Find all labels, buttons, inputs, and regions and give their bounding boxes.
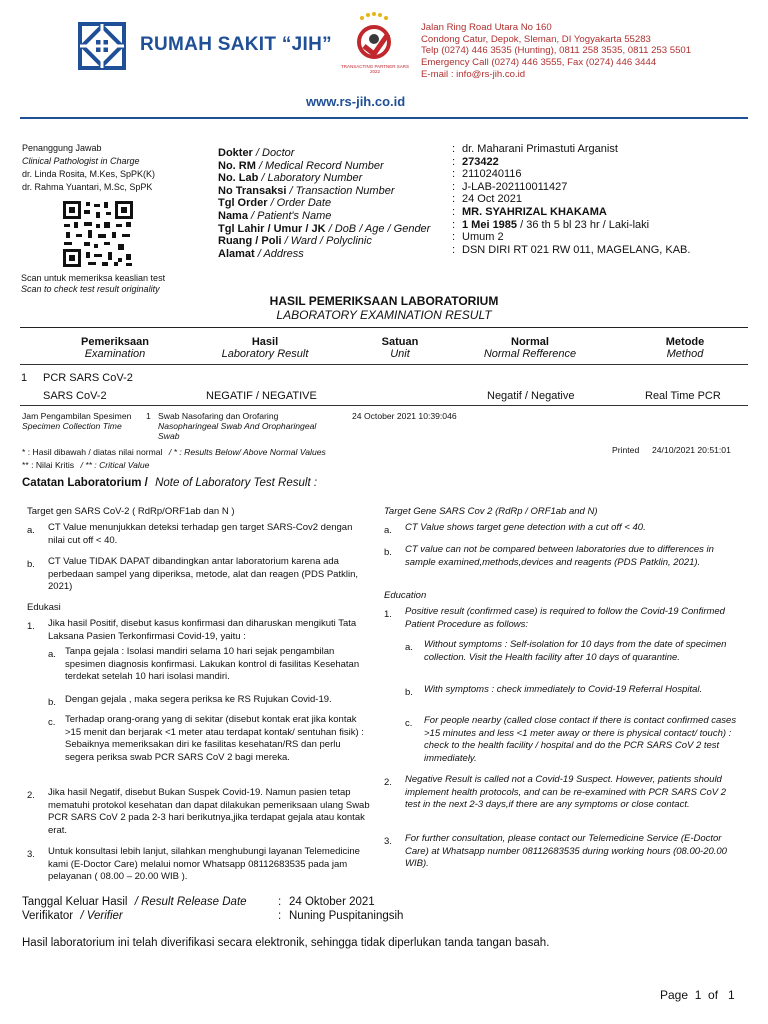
- dob-age-gender: / 36 th 5 bl 23 hr / Laki-laki: [517, 218, 650, 231]
- col-header-label: Metode: [665, 336, 705, 348]
- ward-label: Ruang / Poli: [218, 235, 282, 248]
- transaction-label-en: / Transaction Number: [286, 184, 395, 197]
- right-target: Target Gene SARS Cov 2 (RdRp / ORF1ab and N): [384, 506, 598, 517]
- website-link[interactable]: www.rs-jih.co.id: [306, 94, 406, 109]
- left-edu-3: Untuk konsultasi lebih lanjut, silahkan menghubungi layanan Telemedicine kami (E-Doctor Care) melalui nomor Whatsapp 08112683535 pada jam pelayanan ( 08.00 – 20.00 WIB ).: [48, 846, 360, 882]
- emergency-line: Emergency Call (0274) 446 3555, Fax (0274) 446 3444: [421, 57, 657, 69]
- right-edu-1: Positive result (confirmed case) is required to follow the Covid-19 Confirmed Patient Procedure as follows:: [405, 606, 725, 630]
- notes-title-id: Catatan Laboratorium /: [22, 477, 148, 489]
- address-value: DSN DIRI RT 021 RW 011, MAGELANG, KAB.: [462, 243, 691, 256]
- doctor-label-en: / Doctor: [252, 147, 295, 159]
- col-header-label: Pemeriksaan: [81, 336, 149, 348]
- exam-normal: Negatif / Negative: [487, 390, 575, 402]
- report-subtitle: LABORATORY EXAMINATION RESULT: [276, 308, 492, 322]
- scan-caption: Scan untuk memeriksa keaslian test: [21, 273, 166, 283]
- col-header-label: Normal: [511, 336, 549, 348]
- page-number: Page 1 of 1: [660, 988, 735, 1002]
- rm-label: No. RM: [218, 159, 256, 172]
- patient-row-doctor: [218, 143, 758, 159]
- phone-line: Telp (0274) 446 3535 (Hunting), 0811 258 3535, 0811 253 5501: [421, 45, 692, 57]
- name-label-en: / Patient's Name: [247, 209, 332, 222]
- col-header-unit: [350, 336, 450, 360]
- ward-value: Umum 2: [462, 231, 504, 244]
- marker-1: 1.: [27, 621, 35, 632]
- patient-row-address: [218, 243, 758, 260]
- dob-date: 1 Mei 1985: [462, 218, 518, 231]
- responsible-subtitle: Clinical Pathologist in Charge: [22, 156, 140, 166]
- verified-note: Hasil laboratorium ini telah diverifikasi secara elektronik, sehingga tidak diperlukan tanda tangan basah.: [22, 937, 550, 949]
- patient-info: [218, 143, 758, 260]
- release-label: [22, 896, 247, 908]
- right-edu-3: For further consultation, please contact our Telemedicine Service (E-Doctor Care) at Whatsapp number 08112683535 during working hours (08.00-20.00 WIB).: [405, 833, 727, 869]
- ward-label-en: / Ward / Polyclinic: [281, 235, 372, 248]
- col-header-label-en: Method: [666, 348, 704, 360]
- table-header-border: [20, 364, 748, 365]
- patient-row-rm: [218, 155, 758, 172]
- marker-a: a.: [48, 649, 56, 660]
- left-note-b: CT Value TIDAK DAPAT dibandingkan antar laboratorium karena ada perbedaan sampel yang diperiksa, metode, alat dan reagen (PDS Patklin, 2021): [48, 556, 358, 592]
- right-note-b: CT value can not be compared between laboratories due to differences in sample examined,methods,devices and reagents (PDS Patklin, 2021).: [405, 544, 714, 568]
- doctor-name: dr. Linda Rosita, M.Kes, SpPK(K): [22, 169, 156, 179]
- exam-method: Real Time PCR: [645, 390, 721, 402]
- verifier-label-id: Verifikator: [22, 910, 74, 922]
- group-number: 1: [21, 372, 28, 384]
- scan-caption-en: Scan to check test result originality: [21, 284, 160, 294]
- legend-line-2: [22, 460, 149, 470]
- left-target: Target gen SARS CoV-2 ( RdRp/ORF1ab dan N ): [27, 506, 235, 517]
- col-header-exam: [45, 336, 185, 360]
- col-header-label-en: Laboratory Result: [221, 348, 309, 360]
- report-title: HASIL PEMERIKSAAN LABORATORIUM: [269, 294, 499, 308]
- left-note-a: CT Value menunjukkan deteksi terhadap gen target SARS-Cov2 dengan nilai cut off < 40.: [48, 522, 353, 546]
- specimen-type: Swab Nasofaring dan Orofaring: [158, 411, 279, 421]
- marker-c: c.: [48, 717, 56, 728]
- patient-row-lab: [218, 168, 758, 185]
- group-name: PCR SARS CoV-2: [43, 372, 133, 384]
- release-value: 24 Oktober 2021: [289, 896, 375, 908]
- col-header-normal: [460, 336, 600, 360]
- transaction-label: No Transaksi: [218, 184, 287, 197]
- legend-line-1: [22, 447, 326, 457]
- marker-a: a.: [405, 642, 413, 653]
- rm-value: 273422: [462, 155, 499, 168]
- lab-label: No. Lab: [218, 172, 259, 185]
- doctor-label: Dokter: [218, 147, 253, 159]
- left-edu-1a: Tanpa gejala : Isolasi mandiri selama 10 hari sejak pengambilan spesimen diagnosis konfirmasi. Lakukan kontrol di fasilitas Kesehatan terdekat setelah 10 hari isolasi mandiri.: [65, 646, 360, 682]
- right-edu-1b: With symptoms : check immediately to Covid-19 Referral Hospital.: [424, 684, 703, 695]
- table-top-border: [20, 327, 748, 328]
- hospital-address: [421, 22, 751, 81]
- release-label-id: Tanggal Keluar Hasil: [22, 896, 128, 908]
- right-edu-2: Negative Result is called not a Covid-19 Suspect. However, patients should implement health protocols, and can be re-examined with PCR SARS CoV 2 test in the next 2-3 days,if there are any symptoms or close contact.: [405, 774, 727, 810]
- notes-title-en: Note of Laboratory Test Result :: [155, 477, 318, 489]
- left-edu-1: Jika hasil Positif, disebut kasus konfirmasi dan diharuskan mengikuti Tata Laksana Pasien Terkonfirmasi Covid-19, yaitu :: [48, 618, 357, 642]
- order-date-label-en: / Order Date: [267, 197, 332, 210]
- left-edu-2: Jika hasil Negatif, disebut Bukan Suspek Covid-19. Namun pasien tetap mematuhi protokol kesehatan dan dapat dilakukan pemeriksaan ulang Swab PCR SARS CoV 2 pada 2-3 hari berikutnya,jika terdapat gejala atau kontak erat.: [48, 787, 370, 836]
- legend-critical: ** : Nilai Kritis: [22, 460, 75, 470]
- address-label-en: / Address: [254, 247, 304, 260]
- lab-label-en: / Laboratory Number: [258, 172, 363, 185]
- specimen-datetime: 24 October 2021 10:39:046: [352, 411, 457, 421]
- legend-below-above-en: / * : Results Below/ Above Normal Values: [168, 447, 326, 457]
- marker-a: a.: [384, 525, 392, 536]
- col-header-method: [620, 336, 750, 360]
- right-edu-1a: Without symptoms : Self-isolation for 10 days from the date of specimen collection. Visit the Health facility after 10 days of quarantine.: [424, 639, 727, 663]
- marker-b: b.: [27, 559, 35, 570]
- col-header-label: Hasil: [251, 336, 279, 348]
- printed-value: 24/10/2021 20:51:01: [652, 445, 731, 455]
- colon: :: [278, 910, 282, 922]
- specimen-label-en: Specimen Collection Time: [22, 421, 122, 431]
- specimen-type-en: Nasopharingeal Swab And Oropharingeal: [158, 421, 317, 431]
- patient-row-dob: [218, 218, 758, 235]
- release-label-en: / Result Release Date: [134, 896, 247, 908]
- legend-below-above: * : Hasil dibawah / diatas nilai normal: [22, 447, 163, 457]
- rm-label-en: / Medical Record Number: [255, 159, 384, 172]
- doctor-value: dr. Maharani Primastuti Arganist: [462, 143, 618, 155]
- exam-result: NEGATIF / NEGATIVE: [206, 390, 317, 402]
- marker-2: 2.: [27, 790, 35, 801]
- legend-critical-en: / ** : Critical Value: [80, 460, 150, 470]
- exam-name: SARS CoV-2: [43, 390, 107, 402]
- email-line: E-mail : info@rs-jih.co.id: [421, 68, 526, 80]
- colon: :: [452, 155, 456, 168]
- marker-b: b.: [384, 547, 392, 558]
- qr-code-icon[interactable]: [62, 200, 134, 268]
- colon: :: [452, 231, 456, 244]
- colon: :: [452, 243, 456, 256]
- left-edukasi: Edukasi: [27, 602, 61, 613]
- colon: :: [452, 143, 456, 155]
- col-header-label-en: Normal Refference: [483, 348, 577, 360]
- right-note-a: CT Value shows target gene detection with a cut off < 40.: [405, 522, 646, 533]
- colon: :: [452, 205, 456, 218]
- dob-label-en: / DoB / Age / Gender: [325, 222, 431, 235]
- col-header-result: [200, 336, 330, 360]
- left-edu-1b: Dengan gejala , maka segera periksa ke RS Rujukan Covid-19.: [65, 694, 332, 705]
- hospital-name: RUMAH SAKIT “JIH”: [140, 34, 332, 55]
- patient-row-ward: [218, 231, 758, 248]
- address-label: Alamat: [218, 247, 255, 260]
- patient-row-order-date: [218, 193, 758, 210]
- partner-badge-text: TRANSACTING PARTNER SARS 2022: [340, 64, 410, 74]
- dob-value: [462, 219, 649, 232]
- colon: :: [452, 180, 456, 193]
- specimen-type-en-2: Swab: [158, 431, 180, 441]
- address-line: Condong Catur, Depok, Sleman, DI Yogyakarta 55283: [421, 33, 651, 45]
- order-date-value: 24 Oct 2021: [462, 193, 522, 206]
- left-edu-1c: Terhadap orang-orang yang di sekitar (disebut kontak erat jika kontak >15 menit dan berjarak <1 meter atau terdapat kontak/ sentuhan fisik) : Sebaiknya memeriksakan diri ke fasilitas kesehatan/RS dan perlu segera periksa swab PCR SARS CoV 2 bagi mereka.: [65, 714, 364, 763]
- responsible-title: Penanggung Jawab: [22, 143, 102, 153]
- marker-a: a.: [27, 525, 35, 536]
- patient-row-transaction: [218, 180, 758, 197]
- address-line: Jalan Ring Road Utara No 160: [421, 22, 552, 33]
- table-row-border: [20, 405, 748, 406]
- transaction-value: J-LAB-202110011427: [462, 180, 568, 193]
- colon: :: [452, 218, 456, 231]
- marker-1: 1.: [384, 609, 392, 620]
- order-date-label: Tgl Order: [218, 197, 268, 210]
- colon: :: [452, 193, 456, 206]
- name-label: Nama: [218, 209, 248, 222]
- verifier-label-en: / Verifier: [80, 910, 123, 922]
- verifier-value: Nuning Puspitaningsih: [289, 910, 404, 922]
- specimen-label: Jam Pengambilan Spesimen: [22, 411, 132, 421]
- right-education: Education: [384, 590, 427, 601]
- marker-2: 2.: [384, 777, 392, 788]
- printed-label: Printed: [612, 445, 640, 455]
- hospital-logo-icon: [78, 22, 126, 70]
- marker-b: b.: [48, 697, 56, 708]
- marker-3: 3.: [384, 836, 392, 847]
- specimen-number: 1: [146, 411, 151, 421]
- header-divider: [20, 117, 748, 119]
- col-header-label-en: Unit: [390, 348, 410, 360]
- marker-b: b.: [405, 687, 413, 698]
- right-edu-1c: For people nearby (called close contact if there is contact confirmed cases >15 minutes and less <1 meter away or there is physical contact/ touch) : check to the health facility / hospital and do the PCR SARS CoV 2 test immediately.: [424, 715, 737, 764]
- lab-value: 2110240116: [462, 168, 522, 181]
- dob-label: Tgl Lahir / Umur / JK: [218, 222, 326, 235]
- doctor-name: dr. Rahma Yuantari, M.Sc, SpPK: [22, 182, 153, 192]
- patient-row-name: [218, 205, 758, 222]
- notes-title: [22, 477, 317, 489]
- marker-c: c.: [405, 718, 413, 729]
- col-header-label-en: Examination: [84, 348, 146, 360]
- verifier-label: [22, 910, 123, 922]
- col-header-label: Satuan: [381, 336, 419, 348]
- colon: :: [452, 168, 456, 181]
- colon: :: [278, 896, 282, 908]
- responsible-block: [22, 142, 202, 194]
- marker-3: 3.: [27, 849, 35, 860]
- name-value: MR. SYAHRIZAL KHAKAMA: [462, 205, 607, 218]
